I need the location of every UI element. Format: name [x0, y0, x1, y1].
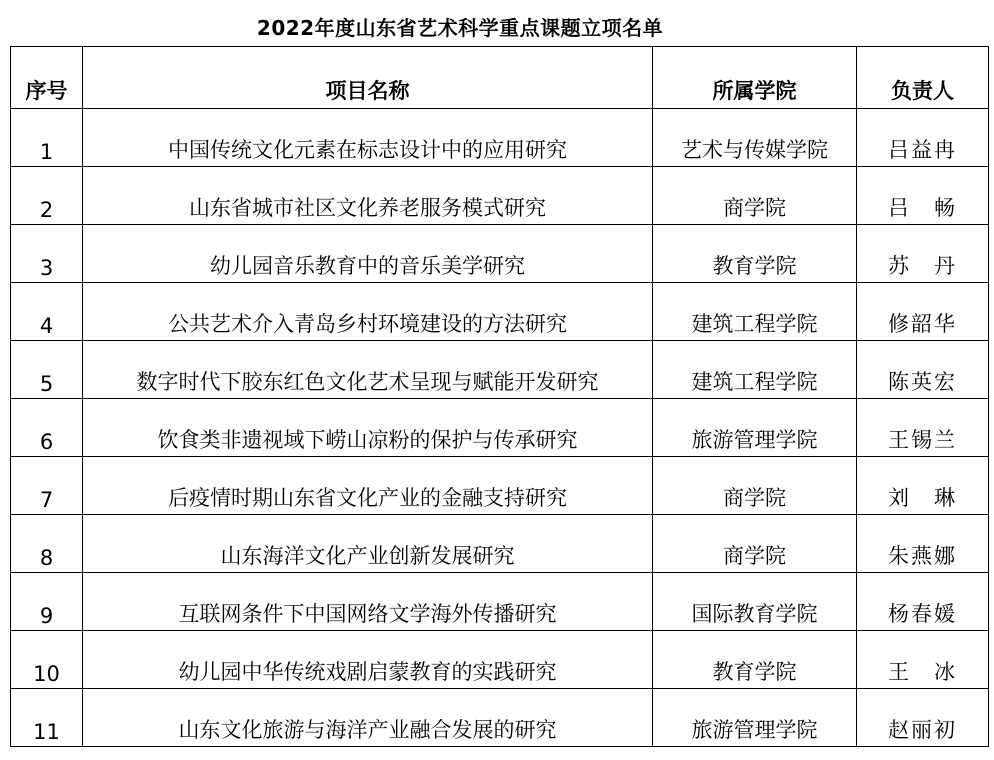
row-no: 9	[11, 573, 83, 631]
table-row	[11, 225, 989, 283]
row-no: 1	[11, 109, 83, 167]
row-project-name: 饮食类非遗视域下崂山凉粉的保护与传承研究	[83, 399, 653, 457]
header-department: 所属学院	[653, 47, 857, 109]
row-no: 11	[11, 689, 83, 747]
row-leader: 刘 琳	[857, 457, 989, 515]
row-no: 7	[11, 457, 83, 515]
row-no: 3	[11, 225, 83, 283]
header-leader: 负责人	[857, 47, 989, 109]
row-no: 6	[11, 399, 83, 457]
project-table	[10, 46, 989, 747]
header-no: 序号	[11, 47, 83, 109]
row-department: 国际教育学院	[653, 573, 857, 631]
row-department: 旅游管理学院	[653, 689, 857, 747]
table-row	[11, 515, 989, 573]
row-leader: 吕 畅	[857, 167, 989, 225]
row-project-name: 公共艺术介入青岛乡村环境建设的方法研究	[83, 283, 653, 341]
row-department: 艺术与传媒学院	[653, 109, 857, 167]
row-project-name: 幼儿园音乐教育中的音乐美学研究	[83, 225, 653, 283]
row-project-name: 幼儿园中华传统戏剧启蒙教育的实践研究	[83, 631, 653, 689]
table-row	[11, 573, 989, 631]
table-row	[11, 109, 989, 167]
row-project-name: 山东省城市社区文化养老服务模式研究	[83, 167, 653, 225]
row-no: 10	[11, 631, 83, 689]
row-leader: 陈英宏	[857, 341, 989, 399]
row-project-name: 山东海洋文化产业创新发展研究	[83, 515, 653, 573]
row-leader: 王锡兰	[857, 399, 989, 457]
row-leader: 赵丽初	[857, 689, 989, 747]
row-project-name: 后疫情时期山东省文化产业的金融支持研究	[83, 457, 653, 515]
row-department: 建筑工程学院	[653, 341, 857, 399]
row-no: 5	[11, 341, 83, 399]
row-department: 商学院	[653, 457, 857, 515]
table-row	[11, 689, 989, 747]
document-title: 2022年度山东省艺术科学重点课题立项名单	[256, 16, 664, 40]
row-project-name: 山东文化旅游与海洋产业融合发展的研究	[83, 689, 653, 747]
table-header-row	[11, 47, 989, 109]
table-row	[11, 631, 989, 689]
row-leader: 苏 丹	[857, 225, 989, 283]
row-leader: 吕益冉	[857, 109, 989, 167]
row-department: 商学院	[653, 167, 857, 225]
row-department: 旅游管理学院	[653, 399, 857, 457]
row-leader: 杨春媛	[857, 573, 989, 631]
table-row	[11, 341, 989, 399]
row-project-name: 数字时代下胶东红色文化艺术呈现与赋能开发研究	[83, 341, 653, 399]
row-project-name: 互联网条件下中国网络文学海外传播研究	[83, 573, 653, 631]
row-department: 教育学院	[653, 225, 857, 283]
table-row	[11, 167, 989, 225]
row-leader: 朱燕娜	[857, 515, 989, 573]
row-department: 建筑工程学院	[653, 283, 857, 341]
row-department: 教育学院	[653, 631, 857, 689]
table-row	[11, 399, 989, 457]
row-leader: 王 冰	[857, 631, 989, 689]
header-project-name: 项目名称	[83, 47, 653, 109]
row-no: 2	[11, 167, 83, 225]
row-no: 8	[11, 515, 83, 573]
row-department: 商学院	[653, 515, 857, 573]
row-no: 4	[11, 283, 83, 341]
table-row	[11, 283, 989, 341]
row-project-name: 中国传统文化元素在标志设计中的应用研究	[83, 109, 653, 167]
row-leader: 修韶华	[857, 283, 989, 341]
table-row	[11, 457, 989, 515]
